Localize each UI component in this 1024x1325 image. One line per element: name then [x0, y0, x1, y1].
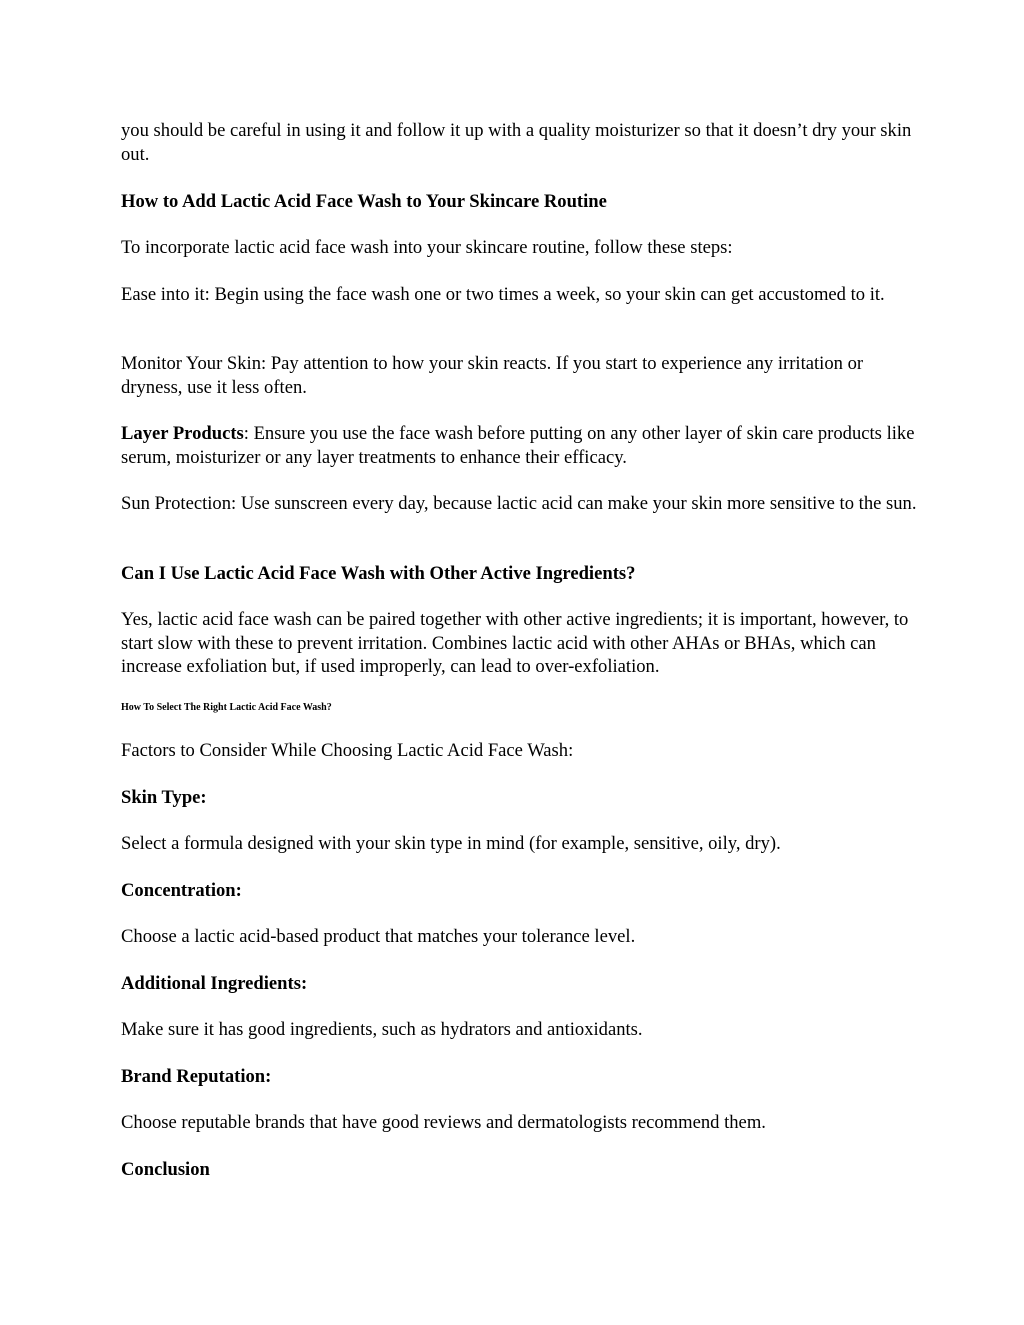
concentration-heading: Concentration: — [121, 880, 242, 901]
conclusion-heading: Conclusion — [121, 1159, 210, 1180]
active-ingredients-paragraph: Yes, lactic acid face wash can be paired together with other active ingredients; it is important, however, to start slow with these to prevent irritation. Combines lactic acid with other AHAs or BHAs, which can increase exfoliation but, if used improperly, can lead to over-exfoliation. — [121, 609, 909, 677]
routine-intro-paragraph: To incorporate lactic acid face wash into your skincare routine, follow these steps: — [121, 237, 733, 258]
section-heading-active-ingredients: Can I Use Lactic Acid Face Wash with Other Active Ingredients? — [121, 563, 636, 584]
layer-label: Layer Products — [121, 423, 244, 444]
additional-ingredients-heading: Additional Ingredients: — [121, 973, 308, 994]
concentration-paragraph: Choose a lactic acid-based product that matches your tolerance level. — [121, 926, 636, 947]
monitor-paragraph: Monitor Your Skin: Pay attention to how your skin reacts. If you start to experience any irritation or dryness, use it less often. — [121, 353, 864, 398]
section-heading-routine: How to Add Lactic Acid Face Wash to Your Skincare Routine — [121, 191, 607, 212]
layer-paragraph — [121, 422, 921, 469]
skin-type-paragraph: Select a formula designed with your skin type in mind (for example, sensitive, oily, dry). — [121, 833, 781, 854]
intro-paragraph: you should be careful in using it and follow it up with a quality moisturizer so that it doesn’t dry your skin out. — [121, 120, 912, 165]
brand-reputation-paragraph: Choose reputable brands that have good reviews and dermatologists recommend them. — [121, 1112, 766, 1133]
factors-intro-paragraph: Factors to Consider While Choosing Lactic Acid Face Wash: — [121, 740, 574, 761]
layer-text: : Ensure you use the face wash before putting on any other layer of skin care products like serum, moisturizer or any layer treatments to enhance their efficacy. — [121, 423, 915, 468]
brand-reputation-heading: Brand Reputation: — [121, 1066, 272, 1087]
additional-ingredients-paragraph: Make sure it has good ingredients, such as hydrators and antioxidants. — [121, 1019, 643, 1040]
section-heading-select: How To Select The Right Lactic Acid Face Wash? — [121, 702, 332, 713]
skin-type-heading: Skin Type: — [121, 787, 207, 808]
sun-paragraph: Sun Protection: Use sunscreen every day, because lactic acid can make your skin more sensitive to the sun. — [121, 493, 917, 514]
ease-paragraph: Ease into it: Begin using the face wash one or two times a week, so your skin can get accustomed to it. — [121, 284, 885, 305]
